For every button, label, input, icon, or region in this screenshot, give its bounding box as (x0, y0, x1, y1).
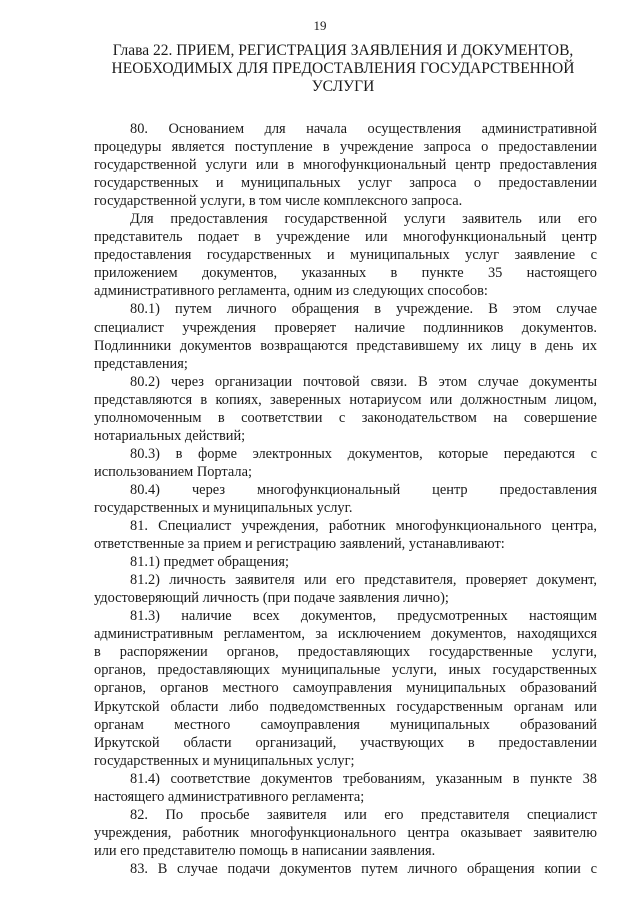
text-line: ответственные за прием и регистрацию заявлений, устанавливают: (94, 536, 505, 553)
heading-line: УСЛУГИ (311, 78, 375, 95)
text-line: представляются в копиях, заверенных нотариусом или должностным лицом, (94, 391, 597, 408)
text-line: 81. Специалист учреждения, работник многофункционального центра, (130, 518, 597, 535)
paragraph (94, 553, 597, 571)
text-line: уполномоченным в соответствии с законодательством на совершение (94, 409, 597, 426)
page-number: 19 (313, 18, 327, 33)
text-line: настоящего административного регламента; (94, 788, 365, 805)
paragraph (94, 300, 597, 372)
paragraph (94, 860, 597, 878)
text-line: 83. В случае подачи документов путем личного обращения копии с (130, 860, 597, 877)
text-line: государственных и муниципальных услуг запроса о предоставлении (94, 175, 597, 192)
text-line: специалист учреждения проверяет наличие подлинников документов. (94, 319, 597, 336)
paragraph (94, 120, 597, 210)
text-line: административного регламента, одним из следующих способов: (94, 283, 488, 300)
text-line: учреждения, работник многофункционального центра оказывает заявителю (94, 824, 597, 841)
text-line: государственной услуги, в том числе комплексного запроса. (94, 193, 463, 210)
text-line: государственных и муниципальных услуг; (94, 752, 355, 769)
text-line: государственных и муниципальных услуг. (94, 499, 353, 516)
text-line: или его представителю помощь в написании заявления. (94, 842, 436, 859)
text-line: 80.4) через многофункциональный центр предоставления (130, 481, 597, 498)
text-line: 80.3) в форме электронных документов, которые передаются с (130, 445, 597, 462)
paragraph (94, 210, 597, 300)
text-line: в распоряжении органов, предоставляющих государственные услуги, (94, 644, 597, 661)
paragraph (94, 806, 597, 860)
heading-line: НЕОБХОДИМЫХ ДЛЯ ПРЕДОСТАВЛЕНИЯ ГОСУДАРСТВЕННОЙ (111, 60, 575, 77)
text-line: Иркутской области либо подведомственных государственным органам или (94, 698, 597, 715)
text-line: органам местного самоуправления муниципальных образований (94, 716, 597, 733)
text-line: Иркутской области организаций, участвующих в предоставлении (94, 734, 597, 751)
text-line: Подлинники документов возвращаются представившему их лицу в день их (94, 337, 597, 354)
document-body (94, 120, 597, 878)
text-line: 81.4) соответствие документов требованиям, указанным в пункте 38 (130, 770, 597, 787)
paragraph (94, 481, 597, 517)
text-line: 80.1) путем личного обращения в учреждение. В этом случае (130, 301, 597, 318)
chapter-heading (96, 42, 590, 96)
paragraph (94, 571, 597, 607)
paragraph (94, 517, 597, 553)
text-line: представления; (94, 355, 188, 372)
text-line: государственной услуги или в многофункциональный центр предоставления (94, 157, 597, 174)
text-line: процедуры является поступление в учреждение запроса о предоставлении (94, 139, 597, 156)
text-line: 80.2) через организации почтовой связи. В этом случае документы (130, 373, 597, 390)
text-line: Для предоставления государственной услуги заявитель или его (130, 211, 597, 228)
paragraph (94, 607, 597, 769)
text-line: органов, органов местного самоуправления муниципальных образований (94, 680, 597, 697)
paragraph (94, 770, 597, 806)
heading-line: Глава 22. ПРИЕМ, РЕГИСТРАЦИЯ ЗАЯВЛЕНИЯ И ДОКУМЕНТОВ, (112, 42, 574, 59)
text-line: удостоверяющий личность (при подаче заявления лично); (94, 590, 449, 607)
text-line: 82. По просьбе заявителя или его представителя специалист (130, 806, 597, 823)
text-line: административным регламентом, за исключением документов, находящихся (94, 626, 597, 643)
text-line: 81.2) личность заявителя или его представителя, проверяет документ, (130, 572, 597, 589)
text-line: органов, предоставляющих муниципальные услуги, иных государственных (94, 662, 597, 679)
text-line: приложением документов, указанных в пункте 35 настоящего (94, 265, 597, 282)
text-line: 81.3) наличие всех документов, предусмотренных настоящим (130, 608, 597, 625)
text-line: 81.1) предмет обращения; (130, 554, 289, 571)
paragraph (94, 445, 597, 481)
text-line: использованием Портала; (94, 463, 252, 480)
text-line: предоставления государственных и муниципальных услуг заявление с (94, 247, 597, 264)
text-line: представитель подает в учреждение или многофункциональный центр (94, 229, 597, 246)
paragraph (94, 373, 597, 445)
text-line: нотариальных действий; (94, 427, 246, 444)
text-line: 80. Основанием для начала осуществления административной (130, 121, 597, 137)
